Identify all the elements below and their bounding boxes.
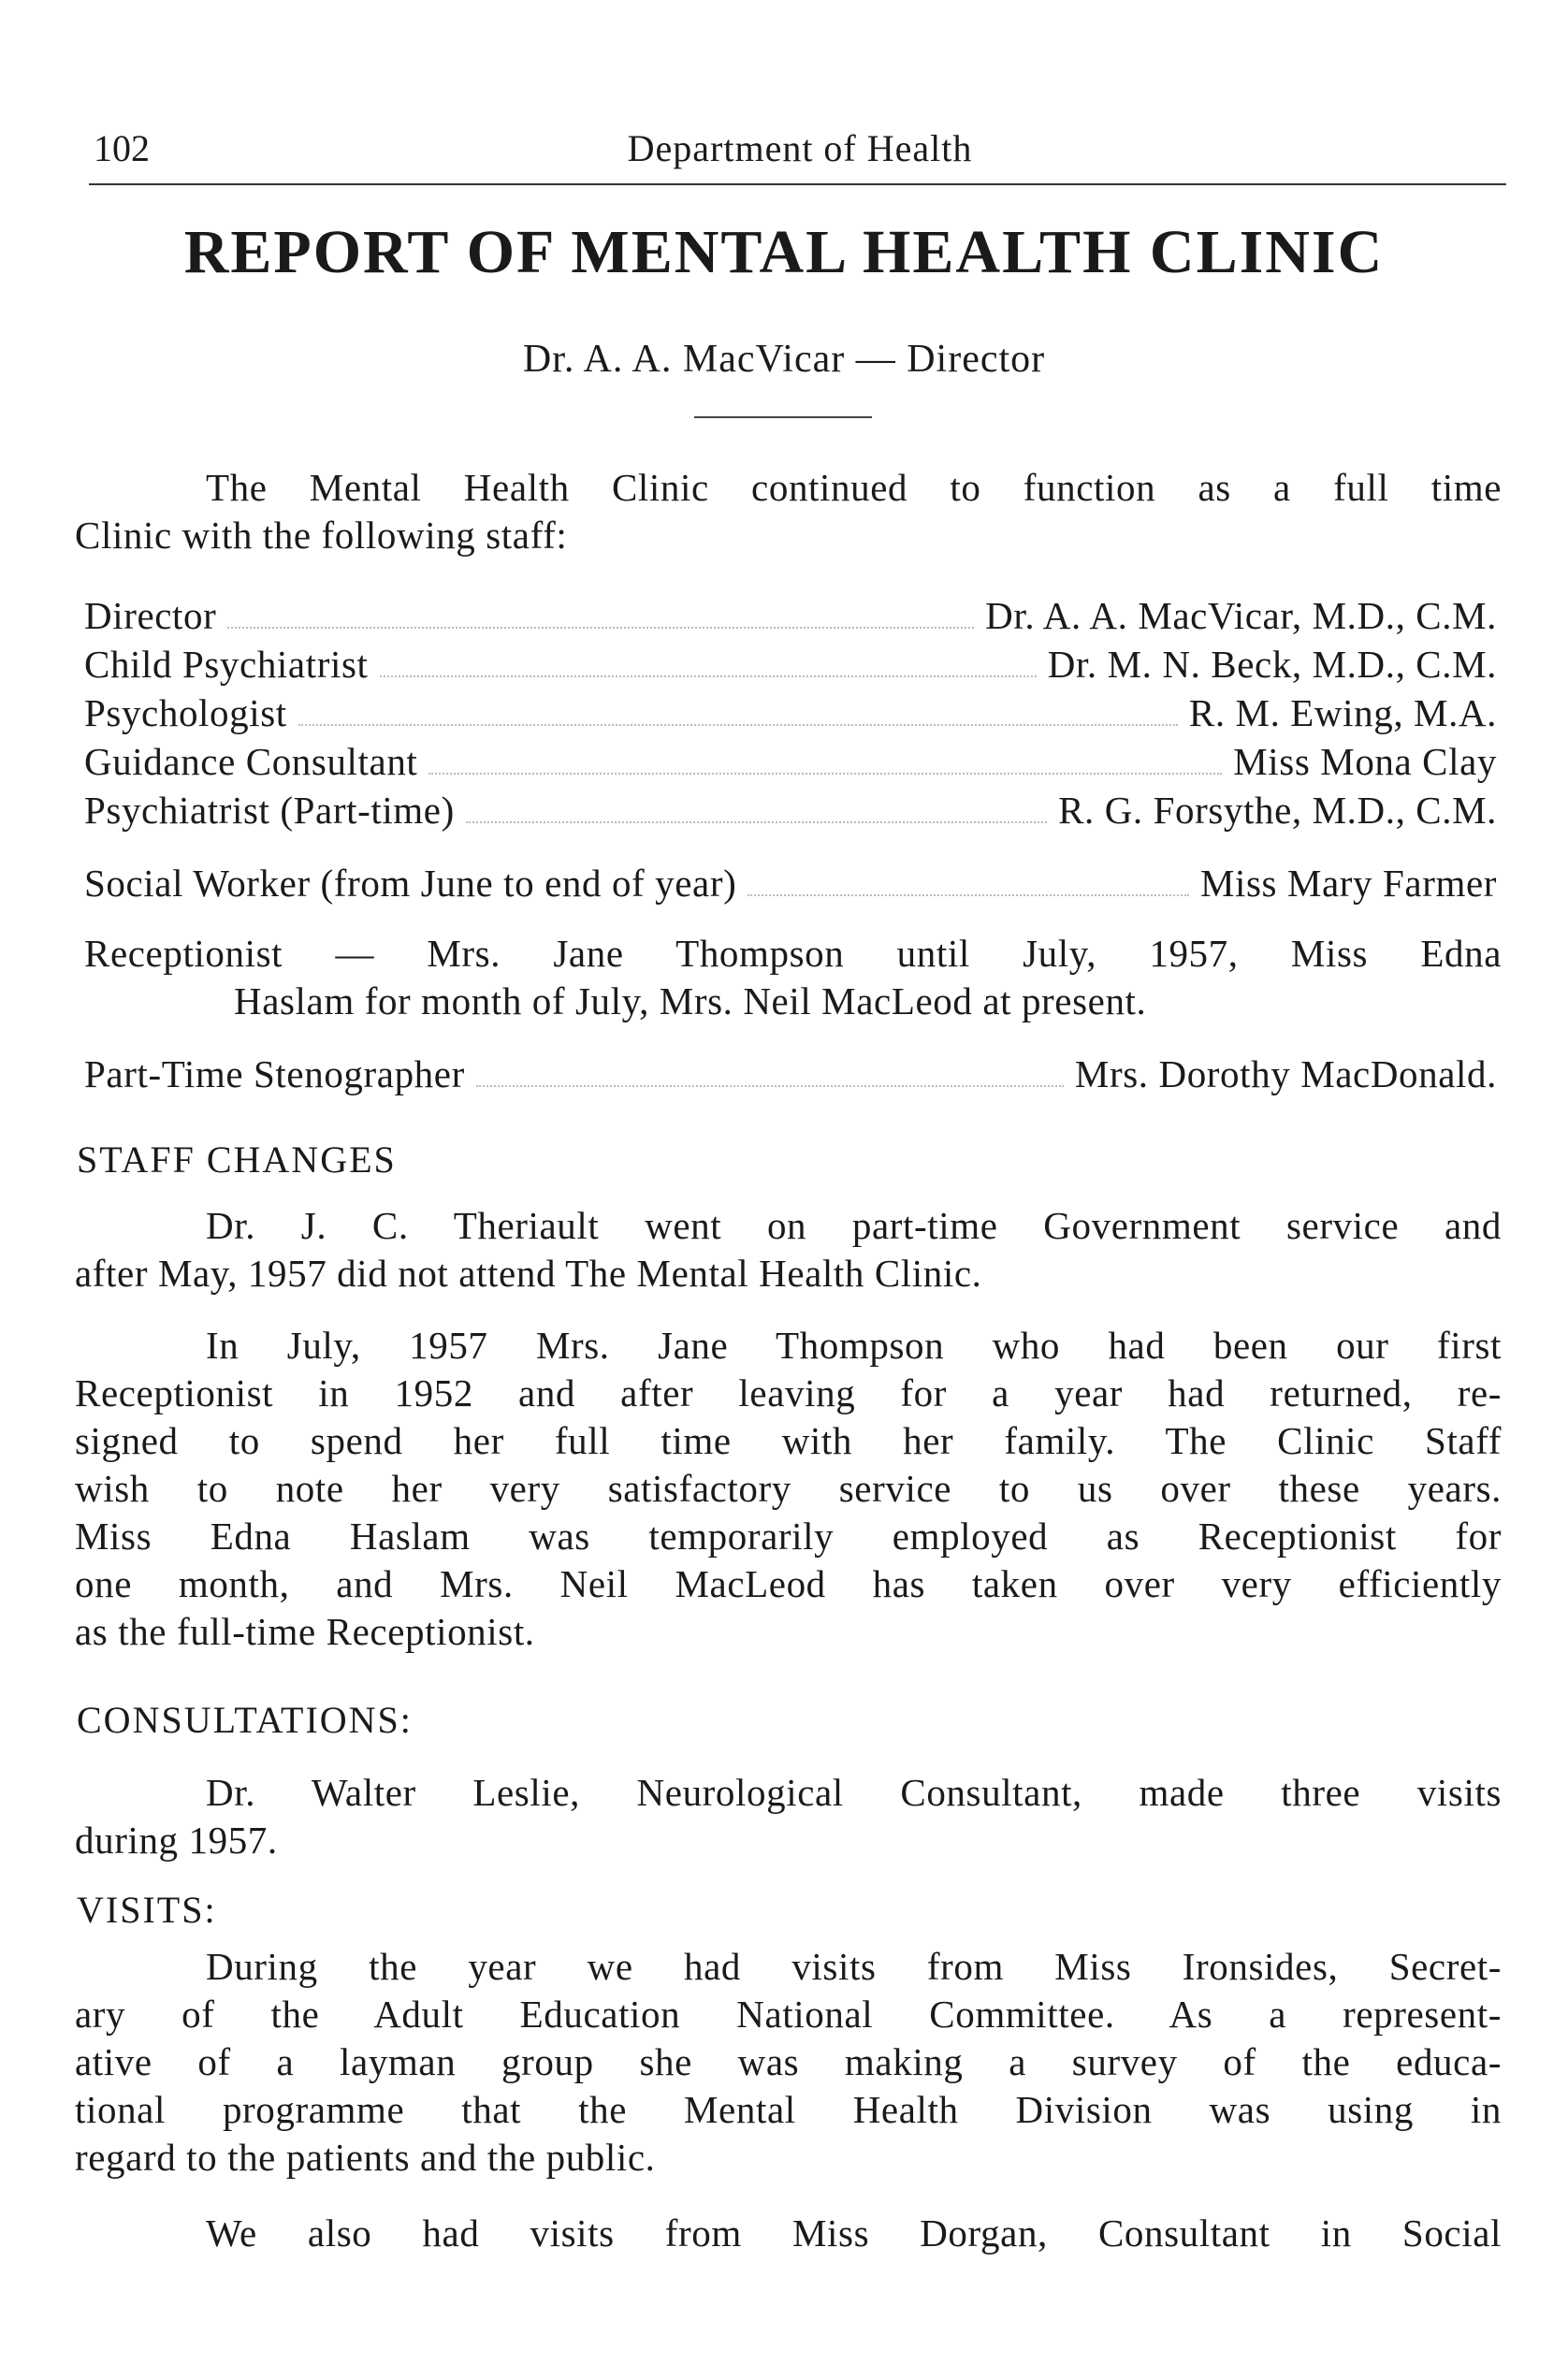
staff-name: Mrs. Dorothy MacDonald. <box>1074 1052 1497 1095</box>
leader-dots <box>298 696 1178 726</box>
staff-role: Director <box>84 594 217 637</box>
staff-name: Miss Mona Clay <box>1233 740 1497 783</box>
leader-dots <box>748 866 1189 896</box>
receptionist-paragraph <box>84 930 1502 1025</box>
staff-changes-paragraph-2 <box>75 1322 1502 1656</box>
text-line: During the year we had visits from Miss Ironsides, Secret- <box>206 1945 1502 1988</box>
leader-dots <box>466 793 1047 823</box>
text-line: after May, 1957 did not attend The Mental Health Clinic. <box>75 1252 982 1295</box>
consultations-paragraph <box>75 1769 1502 1864</box>
staff-row-psychologist <box>84 690 1497 739</box>
text-line: ary of the Adult Education National Committee. As a represent- <box>75 1993 1502 2036</box>
staff-changes-paragraph-1 <box>75 1202 1502 1298</box>
title-divider <box>694 416 872 418</box>
staff-row-social-worker <box>84 861 1497 909</box>
leader-dots <box>380 647 1037 677</box>
heading-visits: VISITS: <box>77 1889 217 1931</box>
text-line: Dr. Walter Leslie, Neurological Consultant, made three visits <box>206 1771 1502 1814</box>
report-title: REPORT OF MENTAL HEALTH CLINIC <box>183 218 1385 286</box>
receptionist-line-1: Receptionist — Mrs. Jane Thompson until July, 1957, Miss Edna <box>84 932 1502 975</box>
leader-dots <box>476 1057 1064 1087</box>
text-line: tional programme that the Mental Health Division was using in <box>75 2088 1502 2131</box>
text-line: We also had visits from Miss Dorgan, Consultant in Social <box>206 2211 1502 2255</box>
page-header <box>75 126 1506 179</box>
text-line: wish to note her very satisfactory service to us over these years. <box>75 1467 1502 1510</box>
text-line: signed to spend her full time with her family. The Clinic Staff <box>75 1419 1502 1462</box>
text-line: ative of a layman group she was making a survey of the educa- <box>75 2040 1502 2083</box>
page-number: 102 <box>94 127 150 169</box>
intro-paragraph <box>75 464 1502 559</box>
leader-dots <box>428 745 1222 775</box>
visits-paragraph-2 <box>75 2210 1502 2257</box>
staff-role: Child Psychiatrist <box>84 643 369 686</box>
text-line: Miss Edna Haslam was temporarily employed as Receptionist for <box>75 1515 1502 1558</box>
text-line: Dr. J. C. Theriault went on part-time Government service and <box>206 1204 1502 1247</box>
intro-line-2: Clinic with the following staff: <box>75 514 568 557</box>
staff-row-child-psychiatrist <box>84 642 1497 690</box>
staff-role: Social Worker (from June to end of year) <box>84 862 737 905</box>
staff-role: Guidance Consultant <box>84 740 418 783</box>
staff-role: Psychologist <box>84 691 287 734</box>
text-line: one month, and Mrs. Neil MacLeod has taken over very efficiently <box>75 1562 1502 1605</box>
text-line: Receptionist in 1952 and after leaving for a year had returned, re- <box>75 1371 1502 1414</box>
heading-staff-changes: STAFF CHANGES <box>77 1138 397 1181</box>
staff-name: Dr. A. A. MacVicar, M.D., C.M. <box>985 594 1497 637</box>
receptionist-line-2: Haslam for month of July, Mrs. Neil MacLeod at present. <box>234 979 1147 1022</box>
staff-role: Part-Time Stenographer <box>84 1052 465 1095</box>
text-line: as the full-time Receptionist. <box>75 1610 535 1653</box>
staff-row-guidance-consultant <box>84 739 1497 788</box>
staff-role: Psychiatrist (Part-time) <box>84 789 455 832</box>
visits-paragraph-1 <box>75 1943 1502 2182</box>
staff-row-psychiatrist-part-time <box>84 788 1497 836</box>
text-line: In July, 1957 Mrs. Jane Thompson who had been our first <box>206 1324 1502 1367</box>
staff-row-stenographer <box>84 1051 1497 1100</box>
text-line: during 1957. <box>75 1819 278 1862</box>
running-head: Department of Health <box>627 127 973 169</box>
staff-name: R. G. Forsythe, M.D., C.M. <box>1058 789 1497 832</box>
header-rule <box>89 183 1506 185</box>
staff-row-director <box>84 593 1497 642</box>
intro-line-1: The Mental Health Clinic continued to function as a full time <box>206 466 1502 509</box>
heading-consultations: CONSULTATIONS: <box>77 1699 413 1741</box>
leader-dots <box>227 599 974 629</box>
report-subtitle: Dr. A. A. MacVicar — Director <box>522 338 1046 381</box>
staff-name: R. M. Ewing, M.A. <box>1188 691 1497 734</box>
text-line: regard to the patients and the public. <box>75 2136 656 2179</box>
staff-name: Miss Mary Farmer <box>1199 862 1497 905</box>
staff-name: Dr. M. N. Beck, M.D., C.M. <box>1047 643 1497 686</box>
